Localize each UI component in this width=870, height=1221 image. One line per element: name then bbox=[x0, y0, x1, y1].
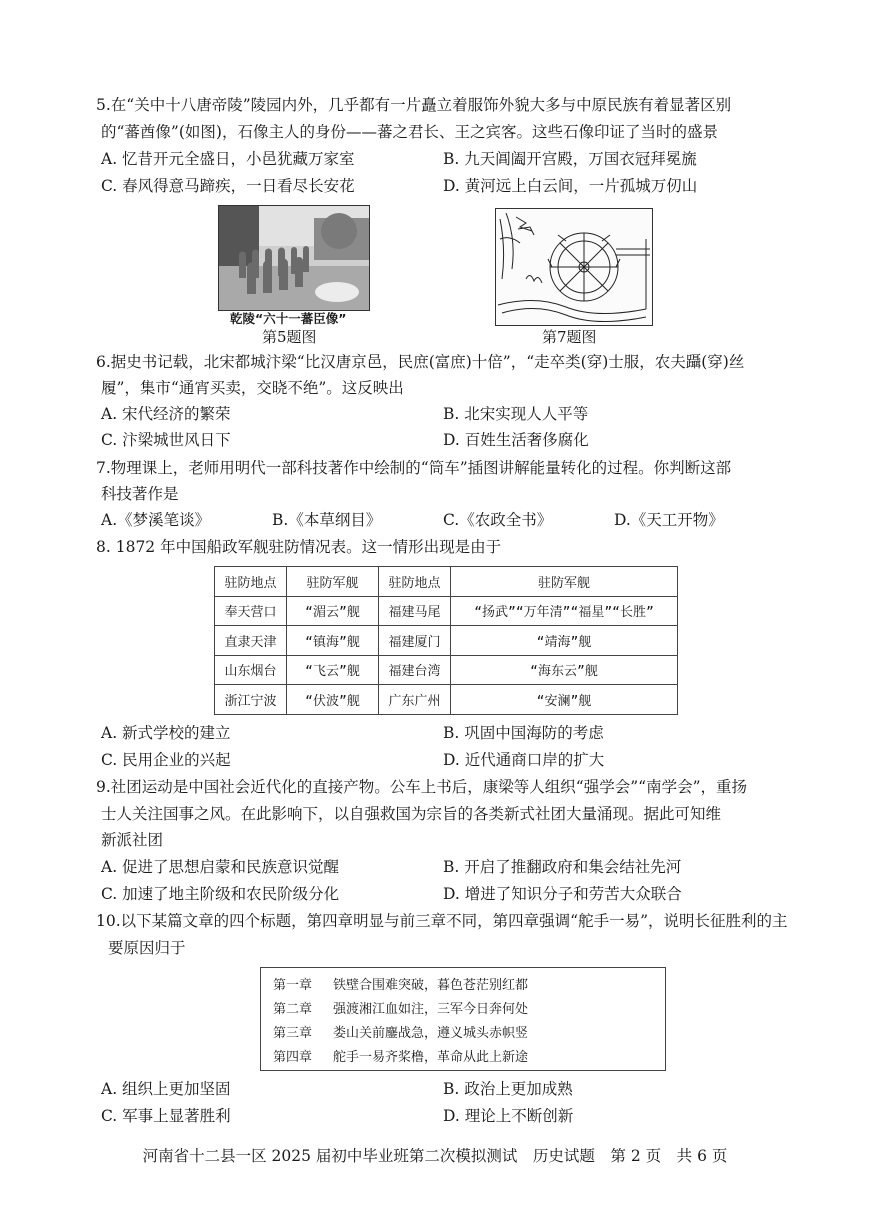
chapter-number: 第四章 bbox=[273, 1050, 313, 1065]
table-cell: 山东烟台 bbox=[215, 655, 287, 685]
q7-option-a: A.《梦溪笔谈》 bbox=[101, 511, 211, 529]
q10-chapter-titles-box bbox=[260, 967, 666, 1071]
chapter-number: 第一章 bbox=[273, 978, 313, 993]
table-cell: “镇海”舰 bbox=[287, 626, 379, 656]
list-item bbox=[273, 1046, 528, 1065]
q10-stem-line1: 10.以下某篇文章的四个标题，第四章明显与前三章不同，第四章强调“舵手一易”，说明长征胜利的主 bbox=[96, 912, 788, 930]
q9-stem-line3: 新派社团 bbox=[101, 831, 164, 849]
table-cell: 广东广州 bbox=[379, 685, 451, 715]
q6-option-b: B. 北宋实现人人平等 bbox=[443, 405, 589, 423]
q8-option-a: A. 新式学校的建立 bbox=[101, 724, 231, 742]
table-cell: “飞云”舰 bbox=[287, 655, 379, 685]
q5-option-c: C. 春风得意马蹄疾，一日看尽长安花 bbox=[101, 177, 355, 195]
q10-option-d: D. 理论上不断创新 bbox=[443, 1107, 574, 1125]
q10-stem-line2: 要原因归于 bbox=[108, 939, 186, 957]
table-cell: 奉天营口 bbox=[215, 596, 287, 626]
q6-stem-line2: 履”，集市“通宵买卖，交晓不绝”。这反映出 bbox=[101, 379, 404, 397]
table-cell: “伏波”舰 bbox=[287, 685, 379, 715]
q10-option-a: A. 组织上更加坚固 bbox=[101, 1080, 231, 1098]
q9-stem-line1: 9.社团运动是中国社会近代化的直接产物。公车上书后，康梁等人组织“强学会”“南学会”，重扬 bbox=[96, 778, 747, 796]
q8-garrison-table bbox=[214, 566, 678, 715]
q9-option-b: B. 开启了推翻政府和集会结社先河 bbox=[443, 858, 682, 876]
table-row bbox=[215, 685, 678, 715]
q5-stem-line1: 5.在“关中十八唐帝陵”陵园内外，几乎都有一片矗立着服饰外貌大多与中原民族有着显著区别 bbox=[96, 96, 732, 114]
table-cell: 福建厦门 bbox=[379, 626, 451, 656]
table-row bbox=[215, 655, 678, 685]
list-item bbox=[273, 998, 528, 1017]
q10-option-b: B. 政治上更加成熟 bbox=[443, 1080, 573, 1098]
table-header-cell: 驻防军舰 bbox=[451, 567, 678, 597]
list-item bbox=[273, 1022, 528, 1041]
q8-option-c: C. 民用企业的兴起 bbox=[101, 751, 231, 769]
q5-option-a: A. 忆昔开元全盛日，小邑犹藏万家室 bbox=[101, 150, 355, 168]
table-cell: “扬武”“万年清”“福星”“长胜” bbox=[451, 596, 678, 626]
table-row bbox=[215, 626, 678, 656]
table-header-cell: 驻防地点 bbox=[215, 567, 287, 597]
table-cell: “靖海”舰 bbox=[451, 626, 678, 656]
q5-option-b: B. 九天阊阖开宫殿，万国衣冠拜冕旒 bbox=[443, 150, 697, 168]
chapter-title: 舵手一易齐桨橹，革命从此上新途 bbox=[333, 1050, 529, 1065]
q5-photo-label: 乾陵“六十一蕃臣像” bbox=[230, 311, 347, 326]
q7-stem-line1: 7.物理课上，老师用明代一部科技著作中绘制的“筒车”插图讲解能量转化的过程。你判断这部 bbox=[96, 459, 732, 477]
chapter-title: 娄山关前鏖战急，遵义城头赤帜竖 bbox=[333, 1026, 529, 1041]
q9-option-d: D. 增进了知识分子和劳苦大众联合 bbox=[443, 885, 682, 903]
page-footer: 河南省十二县一区 2025 届初中毕业班第二次模拟测试 历史试题 第 2 页 共 6 页 bbox=[142, 1147, 728, 1165]
q6-stem-line1: 6.据史书记载，北宋都城汴梁“比汉唐京邑，民庶(富庶)十倍”，“走卒类(穿)士服，农夫躡(穿)丝 bbox=[96, 353, 745, 371]
q6-option-c: C. 汴梁城世风日下 bbox=[101, 431, 231, 449]
table-cell: “安澜”舰 bbox=[451, 685, 678, 715]
table-header-cell: 驻防军舰 bbox=[287, 567, 379, 597]
q7-figure-caption: 第7题图 bbox=[542, 328, 597, 346]
chapter-title: 强渡湘江血如注，三军今日奔何处 bbox=[333, 1002, 529, 1017]
list-item bbox=[273, 974, 528, 993]
q9-option-a: A. 促进了思想启蒙和民族意识觉醒 bbox=[101, 858, 340, 876]
chapter-title: 铁壁合围难突破，暮色苍茫别红都 bbox=[333, 978, 529, 993]
q6-option-d: D. 百姓生活奢侈腐化 bbox=[443, 431, 589, 449]
chapter-number: 第三章 bbox=[273, 1026, 313, 1041]
q5-option-d: D. 黄河远上白云间，一片孤城万仞山 bbox=[443, 177, 698, 195]
table-header-cell: 驻防地点 bbox=[379, 567, 451, 597]
q9-option-c: C. 加速了地主阶级和农民阶级分化 bbox=[101, 885, 340, 903]
table-cell: “海东云”舰 bbox=[451, 655, 678, 685]
table-cell: 浙江宁波 bbox=[215, 685, 287, 715]
q8-stem: 8. 1872 年中国船政军舰驻防情况表。这一情形出现是由于 bbox=[96, 538, 502, 556]
table-cell: 直隶天津 bbox=[215, 626, 287, 656]
table-cell: “湄云”舰 bbox=[287, 596, 379, 626]
q5-statues-photo bbox=[218, 205, 370, 311]
q8-option-d: D. 近代通商口岸的扩大 bbox=[443, 751, 605, 769]
q6-option-a: A. 宋代经济的繁荣 bbox=[101, 405, 231, 423]
q7-option-c: C.《农政全书》 bbox=[443, 511, 553, 529]
q5-stem-line2: 的“蕃酋像”(如图)，石像主人的身份——蕃之君长、王之宾客。这些石像印证了当时的盛景 bbox=[101, 123, 718, 141]
q7-option-b: B.《本草纲目》 bbox=[272, 511, 382, 529]
q7-stem-line2: 科技著作是 bbox=[101, 485, 179, 503]
q8-option-b: B. 巩固中国海防的考虑 bbox=[443, 724, 604, 742]
q7-option-d: D.《天工开物》 bbox=[614, 511, 724, 529]
table-row bbox=[215, 596, 678, 626]
table-header-row bbox=[215, 567, 678, 597]
q5-figure-caption: 第5题图 bbox=[262, 328, 317, 346]
q9-stem-line2: 士人关注国事之风。在此影响下，以自强救国为宗旨的各类新式社团大量涌现。据此可知维 bbox=[101, 805, 722, 823]
table-cell: 福建马尾 bbox=[379, 596, 451, 626]
q10-option-c: C. 军事上显著胜利 bbox=[101, 1107, 231, 1125]
chapter-number: 第二章 bbox=[273, 1002, 313, 1017]
q7-water-wheel-illustration bbox=[495, 208, 653, 326]
table-cell: 福建台湾 bbox=[379, 655, 451, 685]
